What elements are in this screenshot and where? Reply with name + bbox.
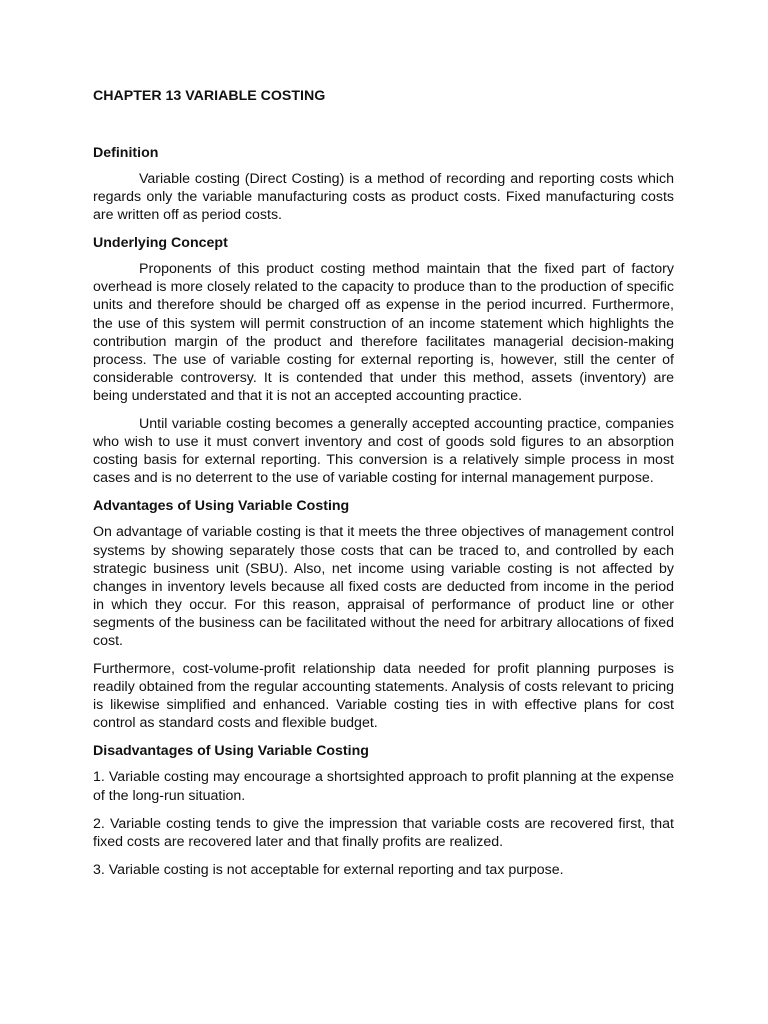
heading-underlying-concept: Underlying Concept xyxy=(93,235,228,252)
heading-disadvantages: Disadvantages of Using Variable Costing xyxy=(93,743,369,760)
disadvantage-item-3: 3. Variable costing is not acceptable for external reporting and tax purpose. xyxy=(93,861,564,878)
heading-definition: Definition xyxy=(93,145,159,161)
disadvantage-item-1: 1. Variable costing may encourage a shortsighted approach to profit planning at the expense of the long-run situation. xyxy=(93,769,674,804)
advantages-paragraph-2: Furthermore, cost-volume-profit relationship data needed for profit planning purposes is readily obtained from the regular accounting statements. Analysis of costs relevant to pricing is likewise simplified and enhanced. Variable costing ties in with effective plans for cost control as standard costs and flexible budget. xyxy=(93,661,674,732)
advantages-paragraph-1: On advantage of variable costing is that it meets the three objectives of management control systems by showing separately those costs that can be traced to, and controlled by each strategic business unit (SBU). Also, net income using variable costing is not affected by changes in inventory levels because all fixed costs are deducted from income in the period in which they occur. For this reason, appraisal of performance of product line or other segments of the business can be facilitated without the need for arbitrary allocations of fixed cost. xyxy=(93,524,674,649)
chapter-title: CHAPTER 13 VARIABLE COSTING xyxy=(93,88,326,104)
document-page xyxy=(93,86,674,889)
underlying-concept-paragraph-2: Until variable costing becomes a generally accepted accounting practice, companies who wish to use it must convert inventory and cost of goods sold figures to an absorption costing basis for external reporting. This conversion is a relatively simple process in most cases and is no deterrent to the use of variable costing for internal management purpose. xyxy=(93,416,674,487)
definition-paragraph: Variable costing (Direct Costing) is a method of recording and reporting costs which regards only the variable manufacturing costs as product costs. Fixed manufacturing costs are written off as period costs. xyxy=(93,171,674,224)
underlying-concept-paragraph-1: Proponents of this product costing method maintain that the fixed part of factory overhead is more closely related to the capacity to produce than to the production of specific units and therefore should be charged off as expense in the period incurred. Furthermore, the use of this system will permit construction of an income statement which highlights the contribution margin of the product and therefore facilitates managerial decision-making process. The use of variable costing for external reporting is, however, still the center of considerable controversy. It is contended that under this method, assets (inventory) are being understated and that it is not an accepted accounting practice. xyxy=(93,261,674,404)
disadvantage-item-2: 2. Variable costing tends to give the impression that variable costs are recovered first, that fixed costs are recovered later and that finally profits are realized. xyxy=(93,815,674,850)
heading-advantages: Advantages of Using Variable Costing xyxy=(93,498,350,515)
